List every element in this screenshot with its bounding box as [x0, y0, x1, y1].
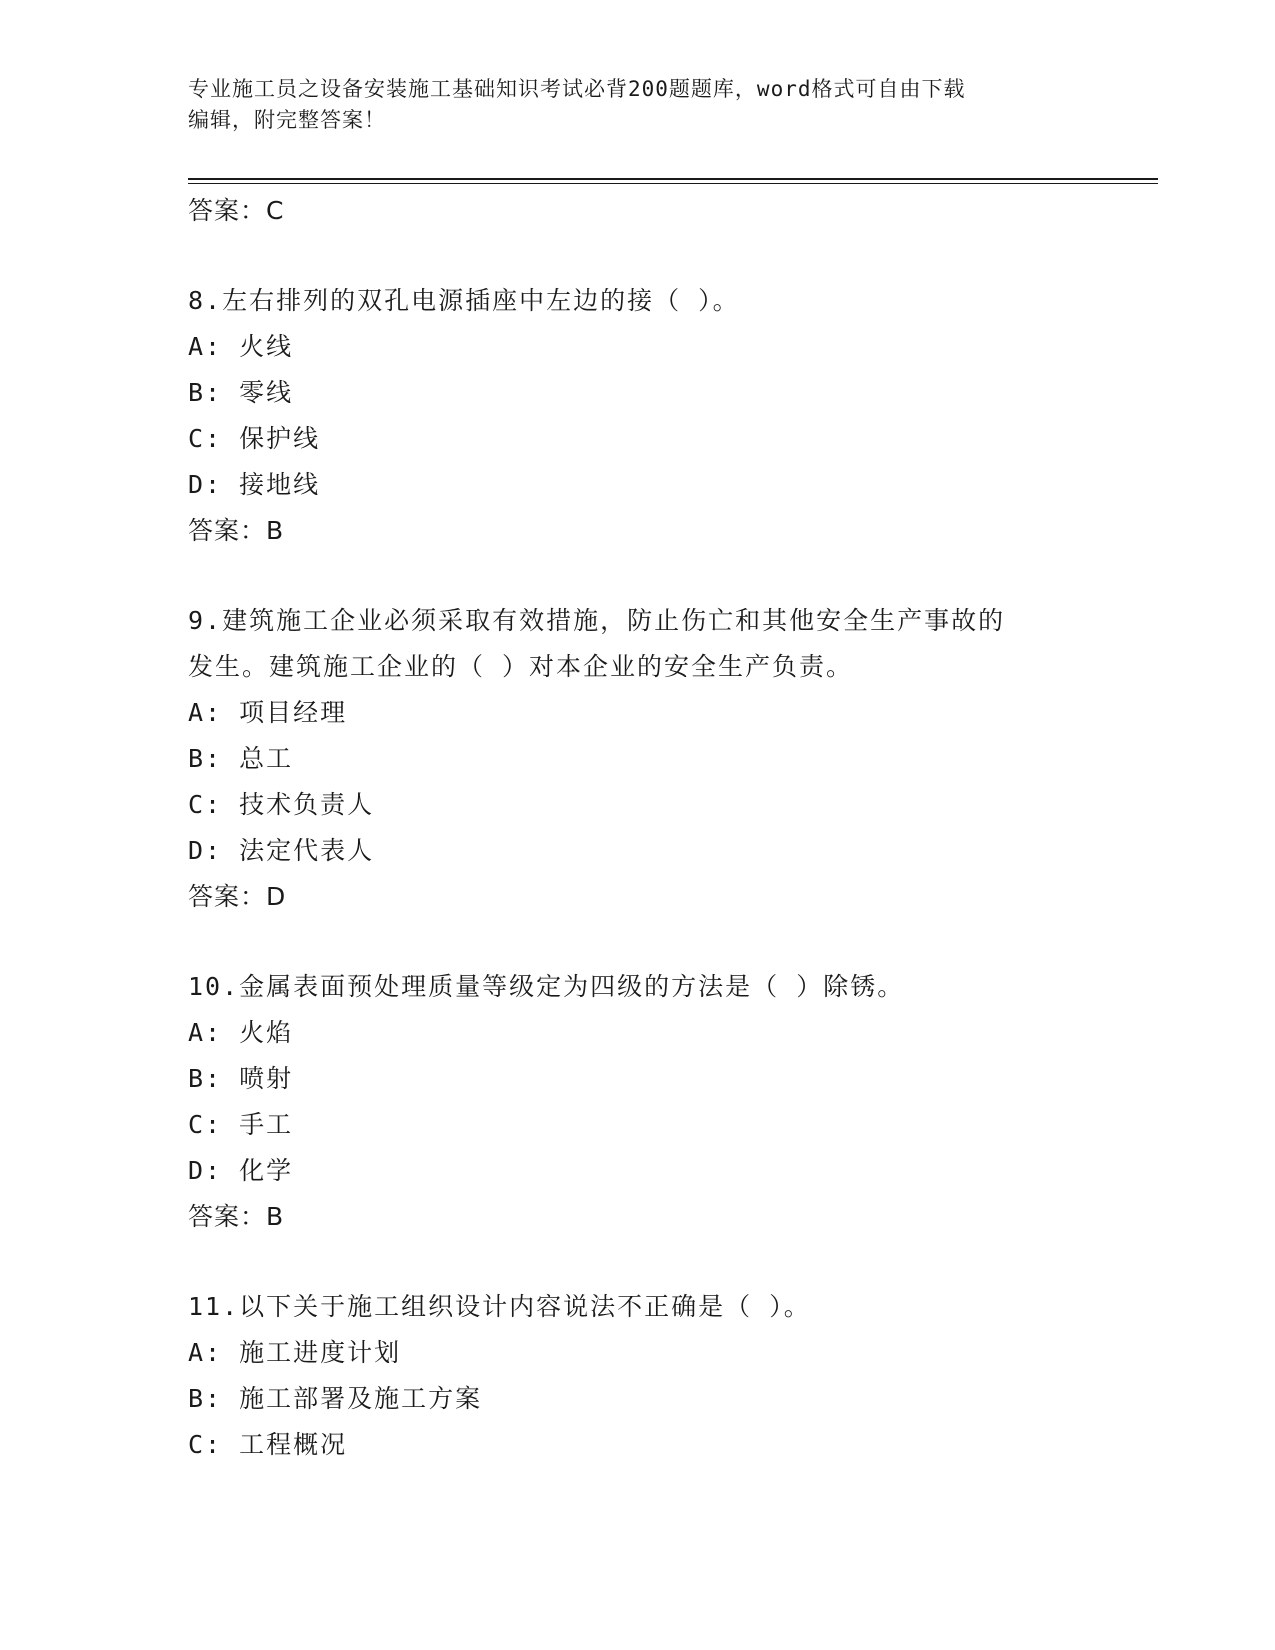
spacer [188, 234, 1088, 278]
question-content [188, 188, 1088, 1468]
question-block [188, 964, 1088, 1240]
spacer [188, 1240, 1088, 1284]
option-d: D: 化学 [188, 1156, 294, 1185]
option-a: A: 施工进度计划 [188, 1338, 402, 1367]
option-d: D: 接地线 [188, 470, 321, 499]
document-header [188, 74, 1088, 136]
option-c: C: 保护线 [188, 424, 321, 453]
option-d: D: 法定代表人 [188, 836, 375, 865]
option-c: C: 工程概况 [188, 1430, 348, 1459]
option-b: B: 总工 [188, 744, 294, 773]
question-text-line-2: 发生。建筑施工企业的（ ）对本企业的安全生产负责。 [188, 652, 854, 681]
answer: 答案：B [188, 516, 285, 545]
question-text: 10.金属表面预处理质量等级定为四级的方法是（ ）除锈。 [188, 972, 905, 1001]
question-block [188, 1284, 1088, 1468]
answer: 答案：B [188, 1202, 285, 1231]
spacer [188, 554, 1088, 598]
option-b: B: 零线 [188, 378, 294, 407]
spacer [188, 920, 1088, 964]
question-block [188, 598, 1088, 920]
option-a: A: 火线 [188, 332, 294, 361]
header-title-line-1: 专业施工员之设备安装施工基础知识考试必背200题题库，word格式可自由下载 [188, 77, 966, 101]
header-title-line-2: 编辑，附完整答案！ [188, 108, 386, 132]
option-b: B: 施工部署及施工方案 [188, 1384, 483, 1413]
previous-answer: 答案：C [188, 196, 285, 225]
option-a: A: 项目经理 [188, 698, 348, 727]
option-b: B: 喷射 [188, 1064, 294, 1093]
question-text-line-1: 9.建筑施工企业必须采取有效措施，防止伤亡和其他安全生产事故的 [188, 606, 1006, 635]
question-text: 11.以下关于施工组织设计内容说法不正确是（ ）。 [188, 1292, 811, 1321]
question-block [188, 278, 1088, 554]
question-text: 8.左右排列的双孔电源插座中左边的接（ ）。 [188, 286, 740, 315]
option-a: A: 火焰 [188, 1018, 294, 1047]
header-divider-thin [188, 183, 1158, 184]
answer: 答案：D [188, 882, 287, 911]
option-c: C: 手工 [188, 1110, 294, 1139]
header-divider-thick [188, 178, 1158, 180]
option-c: C: 技术负责人 [188, 790, 375, 819]
